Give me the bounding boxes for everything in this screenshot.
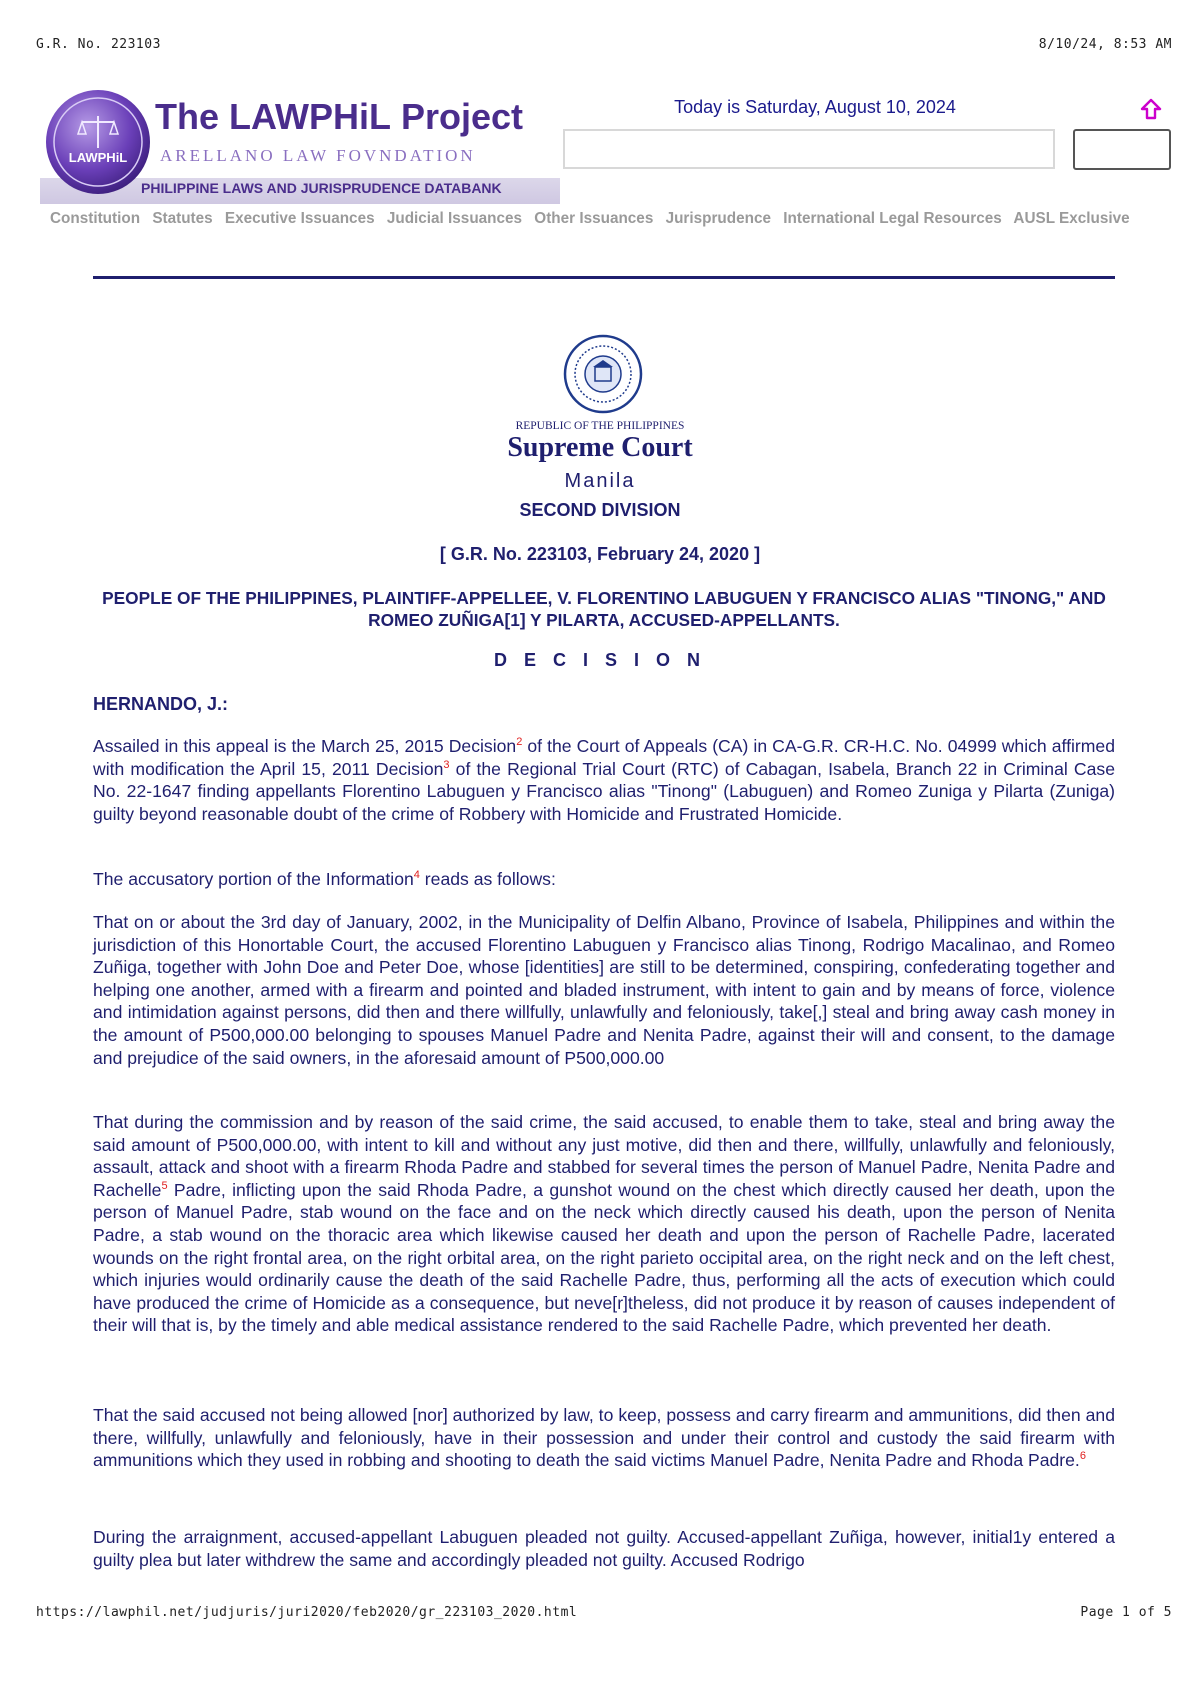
nav-jurisprudence[interactable]: Jurisprudence xyxy=(665,210,771,227)
paragraph-6: During the arraignment, accused-appellant Labuguen pleaded not guilty. Accused-appellant Zuñiga, however, initial1y entered a guilty plea but later withdrew the same and accordingly pleaded not guilty. Accused Rodrigo xyxy=(93,1527,1115,1570)
header-divider xyxy=(93,276,1115,279)
nav-judicial-issuances[interactable]: Judicial Issuances xyxy=(386,210,523,227)
nav-constitution[interactable]: Constitution xyxy=(50,210,141,227)
footnote-link-2[interactable]: 2 xyxy=(516,736,523,749)
footnote-link-3[interactable]: 3 xyxy=(443,758,450,771)
search-input[interactable] xyxy=(563,129,1055,169)
nav-statutes[interactable]: Statutes xyxy=(152,210,213,227)
main-nav xyxy=(50,210,1138,228)
print-footer-page: Page 1 of 5 xyxy=(1080,1605,1172,1620)
print-footer xyxy=(36,1605,1172,1620)
home-icon[interactable] xyxy=(1139,97,1163,121)
print-footer-url: https://lawphil.net/judjuris/juri2020/feb2020/gr_223103_2020.html xyxy=(36,1605,578,1620)
print-header-datetime: 8/10/24, 8:53 AM xyxy=(1038,37,1172,52)
footnote-link-6[interactable]: 6 xyxy=(1079,1450,1086,1463)
logo-databank: PHILIPPINE LAWS AND JURISPRUDENCE DATABANK xyxy=(141,180,502,196)
site-logo[interactable] xyxy=(40,88,560,206)
court-city: Manila xyxy=(564,470,636,492)
paragraph-4: That during the commission and by reason of the said crime, the said accused, to enable them to take, steal and bring away the said amount of P500,000.00, with intent to kill and without any just motive, did then and there, willfully, unlawfully and feloniously, assault, attack and shoot with a firearm Rhoda Padre and stabbed for several times the person of Manuel Padre, Nenita Padre and Rachelle$^5$ Padre, inflicting upon the said Rhoda Padre, a gunshot wound on the chest which directly caused her death, upon the person of Manuel Padre, stab wound on the face and on the neck which directly caused his death, upon the person of Nenita Padre, a stab wound on the thoracic area which likewise caused her death and upon the person of Rachelle Padre, lacerated wounds on the right frontal area, on the right orbital area, on the right parieto occipital area, on the right neck and on the left chest, which injuries would ordinarily cause the death of the said Rachelle Padre, thus, performing all the acts of execution which could have produced the crime of Homicide as a consequence, but neve[r]theless, did not produce it by reason of causes independent of their will that is, by the timely and able medical assistance rendered to the said Rachelle Padre, which prevented her death. xyxy=(93,1112,1115,1336)
footnote-link-4[interactable]: 4 xyxy=(413,869,420,882)
print-header xyxy=(36,37,1172,52)
footnote-link-5[interactable]: 5 xyxy=(161,1179,168,1192)
ponente: HERNANDO, J.: xyxy=(93,694,229,714)
print-header-title: G.R. No. 223103 xyxy=(36,37,161,52)
decision-heading: D E C I S I O N xyxy=(493,650,707,670)
nav-ausl-exclusive[interactable]: AUSL Exclusive xyxy=(1013,210,1130,227)
lawphil-seal-icon xyxy=(44,88,152,196)
paragraph-3: That on or about the 3rd day of January, 2002, in the Municipality of Delfin Albano, Province of Isabela, Philippines and within the jurisdiction of this Honortable Court, the accused Florentino Labuguen y Francisco alias Tinong, Rodrigo Macalinao, and Romeo Zuñiga, together with John Doe and Peter Doe, whose [identities] are still to be determined, conspiring, confederating together and helping one another, armed with a firearm and pointed and bladed instrument, with intent to gain and by means of force, violence and intimidation against persons, did then and there willfully, unlawfully and feloniously, take[,] steal and bring away cash money in the amount of P500,000.00 belonging to spouses Manuel Padre and Nenita Padre, against their will and consent, to the damage and prejudice of the said owners, in the aforesaid amount of P500,000.00 xyxy=(93,912,1115,1068)
search-button[interactable] xyxy=(1073,129,1171,170)
supreme-court-label: Supreme Court xyxy=(507,432,693,463)
nav-international-legal-resources[interactable]: International Legal Resources xyxy=(783,210,1002,227)
court-division: SECOND DIVISION xyxy=(519,500,681,520)
nav-other-issuances[interactable]: Other Issuances xyxy=(534,210,654,227)
paragraph-2: The accusatory portion of the Information$^4$ reads as follows: xyxy=(93,869,556,889)
svg-text:LAWPHiL: LAWPHiL xyxy=(68,150,128,165)
supreme-court-seal-icon xyxy=(563,334,643,414)
today-date: Today is Saturday, August 10, 2024 xyxy=(674,97,956,117)
nav-executive-issuances[interactable]: Executive Issuances xyxy=(224,210,375,227)
paragraph-1: Assailed in this appeal is the March 25, 2015 Decision$^2$ of the Court of Appeals (CA) in CA-G.R. CR-H.C. No. 04999 which affirmed with modification the April 15, 2011 Decision$^3$ of the Regional Trial Court (RTC) of Cabagan, Isabela, Branch 22 in Criminal Case No. 22-1647 finding appellants Florentino Labuguen y Francisco alias "Tinong" (Labuguen) and Romeo Zuniga y Pilarta (Zuniga) guilty beyond reasonable doubt of the crime of Robbery with Homicide and Frustrated Homicide. xyxy=(93,736,1115,824)
logo-brand: The LAWPHiL Project xyxy=(155,96,524,137)
logo-foundation: ARELLANO LAW FOVNDATION xyxy=(160,146,476,165)
case-number: [ G.R. No. 223103, February 24, 2020 ] xyxy=(439,544,761,564)
republic-label: REPUBLIC OF THE PHILIPPINES xyxy=(515,420,685,432)
case-title: PEOPLE OF THE PHILIPPINES, PLAINTIFF-APPELLEE, V. FLORENTINO LABUGUEN Y FRANCISCO ALIAS "TINONG," AND ROMEO ZUÑIGA[1] Y PILARTA, ACCUSED-APPELLANTS. xyxy=(102,588,1106,630)
paragraph-5: That the said accused not being allowed [nor] authorized by law, to keep, possess and carry firearm and ammunitions, did then and there, willfully, unlawfully and feloniously, have in their possession and under their control and custody the said firearm with ammunitions which they used in robbing and shooting to death the said victims Manuel Padre, Nenita Padre and Rhoda Padre.$^6$ xyxy=(93,1405,1115,1471)
